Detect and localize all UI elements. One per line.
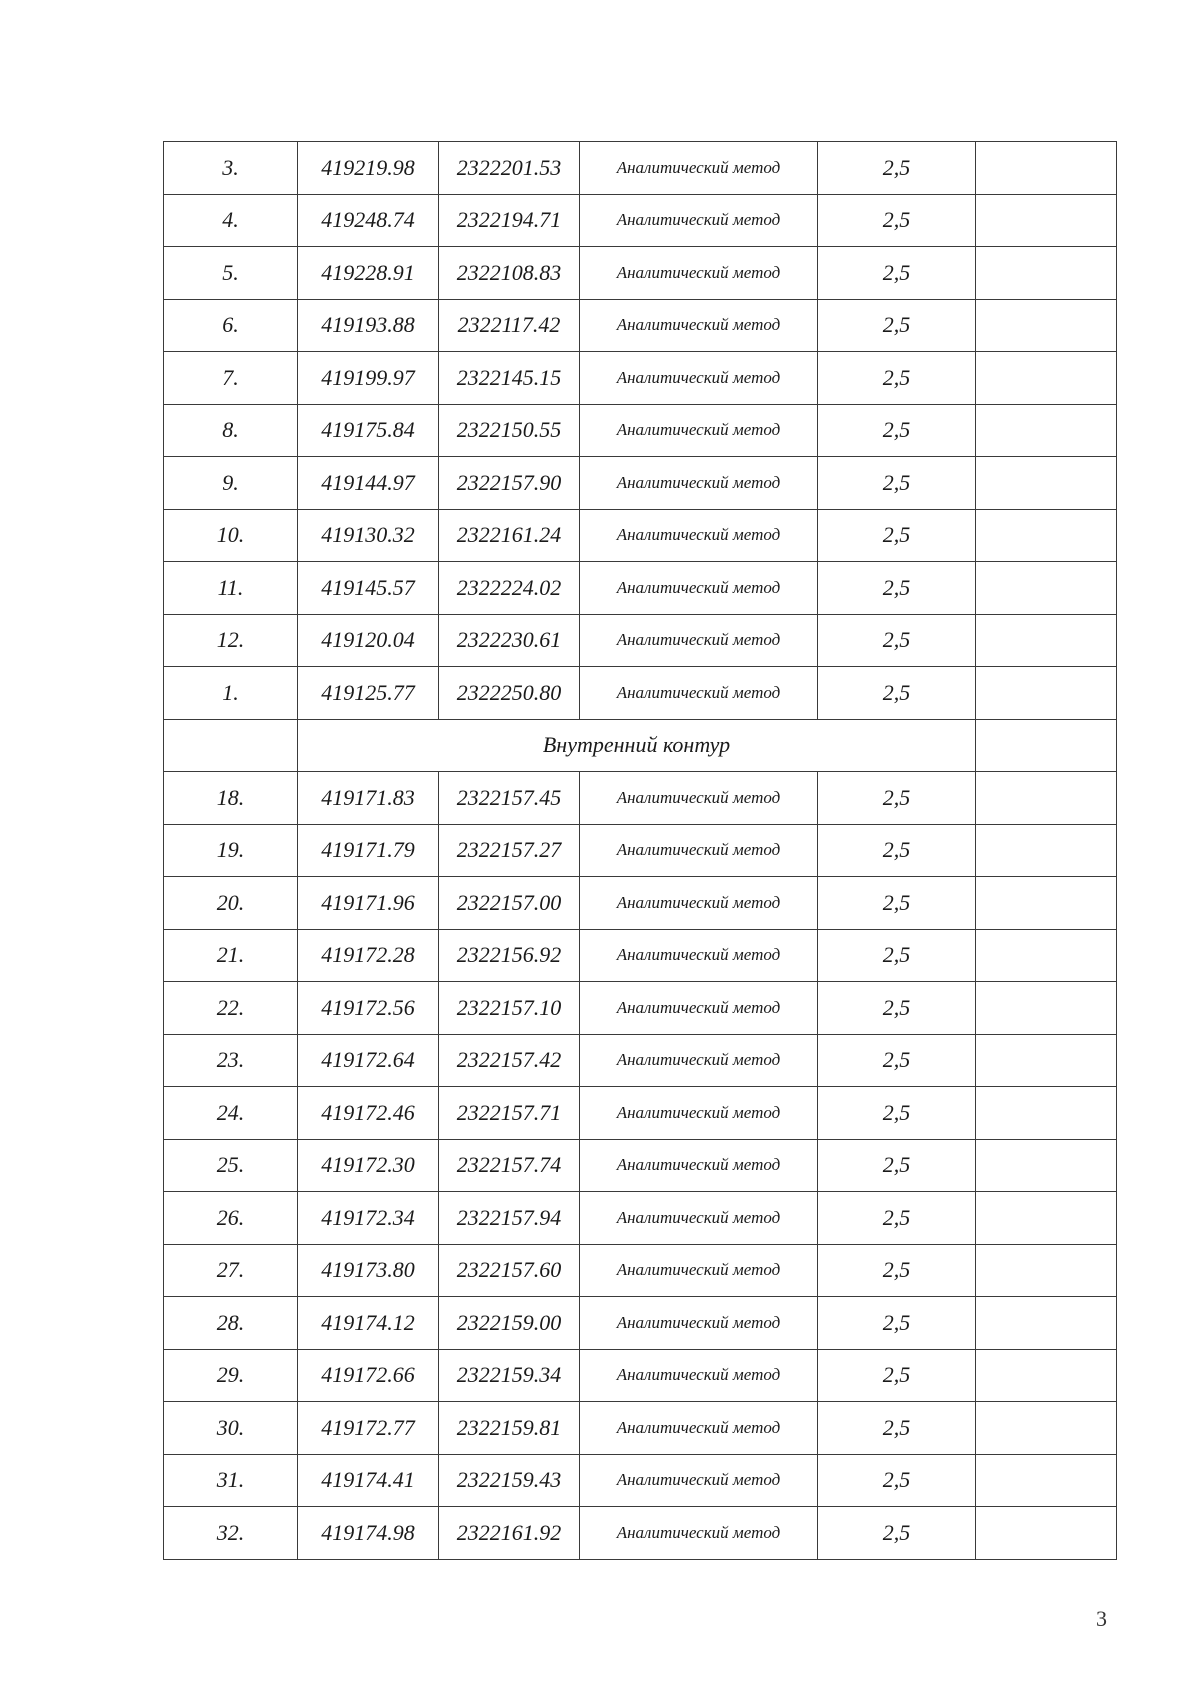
table-row [164, 1087, 1117, 1140]
accuracy-cell: 2,5 [818, 1034, 976, 1087]
y-coordinate-cell: 2322157.90 [439, 457, 580, 510]
x-coordinate-cell: 419174.98 [298, 1507, 439, 1560]
x-coordinate-cell: 419172.77 [298, 1402, 439, 1455]
x-coordinate-cell: 419171.83 [298, 772, 439, 825]
accuracy-cell: 2,5 [818, 1507, 976, 1560]
accuracy-cell: 2,5 [818, 299, 976, 352]
accuracy-cell: 2,5 [818, 1454, 976, 1507]
method-cell: Аналитический метод [580, 194, 818, 247]
y-coordinate-cell: 2322157.00 [439, 877, 580, 930]
description-cell [976, 562, 1117, 615]
method-cell: Аналитический метод [580, 772, 818, 825]
description-cell [976, 772, 1117, 825]
method-cell: Аналитический метод [580, 1087, 818, 1140]
description-cell [976, 1507, 1117, 1560]
table-row [164, 1402, 1117, 1455]
y-coordinate-cell: 2322201.53 [439, 142, 580, 195]
y-coordinate-cell: 2322157.71 [439, 1087, 580, 1140]
point-number-cell: 19. [164, 824, 298, 877]
accuracy-cell: 2,5 [818, 929, 976, 982]
x-coordinate-cell: 419144.97 [298, 457, 439, 510]
table-row [164, 142, 1117, 195]
description-cell [976, 1297, 1117, 1350]
method-cell: Аналитический метод [580, 509, 818, 562]
y-coordinate-cell: 2322159.00 [439, 1297, 580, 1350]
method-cell: Аналитический метод [580, 562, 818, 615]
description-cell [976, 1192, 1117, 1245]
y-coordinate-cell: 2322157.94 [439, 1192, 580, 1245]
section-title: Внутренний контур [298, 719, 976, 772]
y-coordinate-cell: 2322157.74 [439, 1139, 580, 1192]
point-number-cell: 20. [164, 877, 298, 930]
method-cell: Аналитический метод [580, 1349, 818, 1402]
x-coordinate-cell: 419199.97 [298, 352, 439, 405]
method-cell: Аналитический метод [580, 1192, 818, 1245]
accuracy-cell: 2,5 [818, 509, 976, 562]
table-row [164, 929, 1117, 982]
table-row [164, 1139, 1117, 1192]
y-coordinate-cell: 2322224.02 [439, 562, 580, 615]
point-number-cell: 31. [164, 1454, 298, 1507]
table-row [164, 194, 1117, 247]
method-cell: Аналитический метод [580, 299, 818, 352]
x-coordinate-cell: 419174.12 [298, 1297, 439, 1350]
point-number-cell: 27. [164, 1244, 298, 1297]
x-coordinate-cell: 419219.98 [298, 142, 439, 195]
accuracy-cell: 2,5 [818, 982, 976, 1035]
description-cell [976, 824, 1117, 877]
y-coordinate-cell: 2322108.83 [439, 247, 580, 300]
method-cell: Аналитический метод [580, 614, 818, 667]
description-cell [976, 1087, 1117, 1140]
description-cell [976, 667, 1117, 720]
point-number-cell: 28. [164, 1297, 298, 1350]
description-cell [976, 194, 1117, 247]
table-row [164, 299, 1117, 352]
x-coordinate-cell: 419172.28 [298, 929, 439, 982]
coordinates-table-body [164, 142, 1117, 1560]
table-row [164, 1349, 1117, 1402]
description-cell [976, 457, 1117, 510]
table-row [164, 1507, 1117, 1560]
method-cell: Аналитический метод [580, 404, 818, 457]
y-coordinate-cell: 2322161.92 [439, 1507, 580, 1560]
empty-cell [164, 719, 298, 772]
table-row [164, 877, 1117, 930]
x-coordinate-cell: 419193.88 [298, 299, 439, 352]
point-number-cell: 1. [164, 667, 298, 720]
x-coordinate-cell: 419125.77 [298, 667, 439, 720]
method-cell: Аналитический метод [580, 1402, 818, 1455]
accuracy-cell: 2,5 [818, 667, 976, 720]
table-row [164, 667, 1117, 720]
y-coordinate-cell: 2322157.42 [439, 1034, 580, 1087]
accuracy-cell: 2,5 [818, 824, 976, 877]
table-row [164, 824, 1117, 877]
table-row [164, 509, 1117, 562]
point-number-cell: 12. [164, 614, 298, 667]
accuracy-cell: 2,5 [818, 614, 976, 667]
x-coordinate-cell: 419174.41 [298, 1454, 439, 1507]
x-coordinate-cell: 419172.56 [298, 982, 439, 1035]
accuracy-cell: 2,5 [818, 247, 976, 300]
point-number-cell: 8. [164, 404, 298, 457]
accuracy-cell: 2,5 [818, 404, 976, 457]
description-cell [976, 877, 1117, 930]
y-coordinate-cell: 2322157.27 [439, 824, 580, 877]
point-number-cell: 6. [164, 299, 298, 352]
point-number-cell: 24. [164, 1087, 298, 1140]
method-cell: Аналитический метод [580, 142, 818, 195]
page-number: 3 [1096, 1606, 1107, 1631]
point-number-cell: 5. [164, 247, 298, 300]
coordinates-table [163, 141, 1117, 1560]
description-cell [976, 1454, 1117, 1507]
description-cell [976, 929, 1117, 982]
accuracy-cell: 2,5 [818, 772, 976, 825]
table-row [164, 247, 1117, 300]
method-cell: Аналитический метод [580, 929, 818, 982]
table-row [164, 1034, 1117, 1087]
description-cell [976, 142, 1117, 195]
y-coordinate-cell: 2322250.80 [439, 667, 580, 720]
table-row [164, 772, 1117, 825]
point-number-cell: 4. [164, 194, 298, 247]
method-cell: Аналитический метод [580, 247, 818, 300]
accuracy-cell: 2,5 [818, 194, 976, 247]
y-coordinate-cell: 2322157.10 [439, 982, 580, 1035]
description-cell [976, 299, 1117, 352]
description-cell [976, 404, 1117, 457]
description-cell [976, 614, 1117, 667]
accuracy-cell: 2,5 [818, 142, 976, 195]
x-coordinate-cell: 419173.80 [298, 1244, 439, 1297]
table-row [164, 1454, 1117, 1507]
method-cell: Аналитический метод [580, 1244, 818, 1297]
x-coordinate-cell: 419172.30 [298, 1139, 439, 1192]
method-cell: Аналитический метод [580, 982, 818, 1035]
method-cell: Аналитический метод [580, 824, 818, 877]
accuracy-cell: 2,5 [818, 877, 976, 930]
y-coordinate-cell: 2322145.15 [439, 352, 580, 405]
accuracy-cell: 2,5 [818, 1297, 976, 1350]
table-row [164, 352, 1117, 405]
y-coordinate-cell: 2322159.34 [439, 1349, 580, 1402]
table-row [164, 1192, 1117, 1245]
y-coordinate-cell: 2322159.43 [439, 1454, 580, 1507]
table-row [164, 1244, 1117, 1297]
y-coordinate-cell: 2322230.61 [439, 614, 580, 667]
y-coordinate-cell: 2322150.55 [439, 404, 580, 457]
table-row [164, 404, 1117, 457]
accuracy-cell: 2,5 [818, 1402, 976, 1455]
method-cell: Аналитический метод [580, 1034, 818, 1087]
point-number-cell: 10. [164, 509, 298, 562]
point-number-cell: 23. [164, 1034, 298, 1087]
x-coordinate-cell: 419145.57 [298, 562, 439, 615]
method-cell: Аналитический метод [580, 667, 818, 720]
description-cell [976, 1244, 1117, 1297]
x-coordinate-cell: 419172.64 [298, 1034, 439, 1087]
point-number-cell: 29. [164, 1349, 298, 1402]
table-row [164, 562, 1117, 615]
x-coordinate-cell: 419172.66 [298, 1349, 439, 1402]
description-cell [976, 1139, 1117, 1192]
description-cell [976, 247, 1117, 300]
method-cell: Аналитический метод [580, 457, 818, 510]
method-cell: Аналитический метод [580, 352, 818, 405]
y-coordinate-cell: 2322157.60 [439, 1244, 580, 1297]
accuracy-cell: 2,5 [818, 352, 976, 405]
y-coordinate-cell: 2322161.24 [439, 509, 580, 562]
y-coordinate-cell: 2322156.92 [439, 929, 580, 982]
point-number-cell: 3. [164, 142, 298, 195]
description-cell [976, 352, 1117, 405]
accuracy-cell: 2,5 [818, 457, 976, 510]
x-coordinate-cell: 419171.79 [298, 824, 439, 877]
x-coordinate-cell: 419228.91 [298, 247, 439, 300]
table-row [164, 982, 1117, 1035]
accuracy-cell: 2,5 [818, 1139, 976, 1192]
method-cell: Аналитический метод [580, 877, 818, 930]
empty-cell [976, 719, 1117, 772]
accuracy-cell: 2,5 [818, 1192, 976, 1245]
section-header-row [164, 719, 1117, 772]
method-cell: Аналитический метод [580, 1297, 818, 1350]
description-cell [976, 509, 1117, 562]
y-coordinate-cell: 2322159.81 [439, 1402, 580, 1455]
y-coordinate-cell: 2322157.45 [439, 772, 580, 825]
x-coordinate-cell: 419248.74 [298, 194, 439, 247]
x-coordinate-cell: 419172.46 [298, 1087, 439, 1140]
point-number-cell: 25. [164, 1139, 298, 1192]
accuracy-cell: 2,5 [818, 1349, 976, 1402]
point-number-cell: 21. [164, 929, 298, 982]
point-number-cell: 18. [164, 772, 298, 825]
point-number-cell: 9. [164, 457, 298, 510]
accuracy-cell: 2,5 [818, 1087, 976, 1140]
description-cell [976, 982, 1117, 1035]
x-coordinate-cell: 419172.34 [298, 1192, 439, 1245]
y-coordinate-cell: 2322194.71 [439, 194, 580, 247]
x-coordinate-cell: 419171.96 [298, 877, 439, 930]
y-coordinate-cell: 2322117.42 [439, 299, 580, 352]
method-cell: Аналитический метод [580, 1507, 818, 1560]
accuracy-cell: 2,5 [818, 1244, 976, 1297]
method-cell: Аналитический метод [580, 1139, 818, 1192]
point-number-cell: 22. [164, 982, 298, 1035]
x-coordinate-cell: 419130.32 [298, 509, 439, 562]
point-number-cell: 30. [164, 1402, 298, 1455]
x-coordinate-cell: 419120.04 [298, 614, 439, 667]
description-cell [976, 1034, 1117, 1087]
method-cell: Аналитический метод [580, 1454, 818, 1507]
accuracy-cell: 2,5 [818, 562, 976, 615]
point-number-cell: 7. [164, 352, 298, 405]
table-row [164, 614, 1117, 667]
point-number-cell: 26. [164, 1192, 298, 1245]
point-number-cell: 32. [164, 1507, 298, 1560]
description-cell [976, 1402, 1117, 1455]
point-number-cell: 11. [164, 562, 298, 615]
table-row [164, 1297, 1117, 1350]
x-coordinate-cell: 419175.84 [298, 404, 439, 457]
description-cell [976, 1349, 1117, 1402]
table-row [164, 457, 1117, 510]
